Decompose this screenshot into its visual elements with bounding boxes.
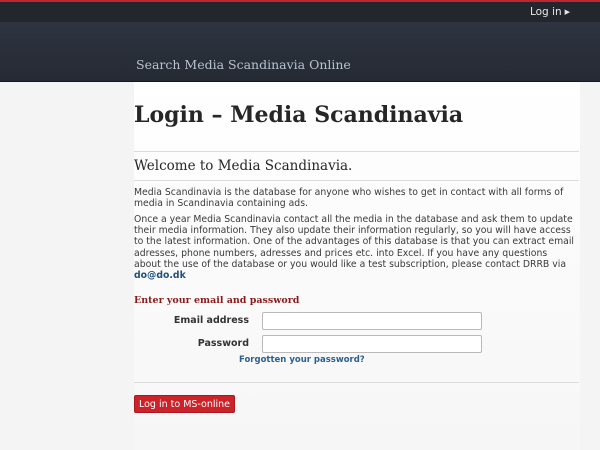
- divider: [134, 382, 579, 383]
- contact-email-link[interactable]: do@do.dk: [134, 270, 186, 282]
- page-title: Login – Media Scandinavia: [134, 102, 464, 128]
- password-input[interactable]: [262, 335, 482, 353]
- forgot-password-link[interactable]: Forgotten your password?: [239, 355, 365, 365]
- intro-paragraph: Media Scandinavia is the database for anyone who wishes to get in contact with all forms of media in Scandinavia containing ads.: [134, 187, 564, 210]
- divider: [134, 151, 579, 152]
- form-heading: Enter your email and password: [134, 295, 300, 306]
- site-header: [0, 22, 600, 82]
- login-submit-button[interactable]: Log in to MS-online: [134, 395, 235, 413]
- divider: [134, 180, 579, 181]
- email-label: Email address: [173, 315, 249, 326]
- login-link-label[interactable]: Log in: [529, 6, 562, 18]
- caret-right-icon: ▶: [564, 8, 570, 16]
- site-title[interactable]: Search Media Scandinavia Online: [136, 57, 351, 72]
- welcome-heading: Welcome to Media Scandinavia.: [134, 158, 353, 174]
- update-paragraph: [134, 214, 574, 281]
- password-label: Password: [197, 338, 249, 349]
- top-bar: [0, 0, 600, 22]
- email-input[interactable]: [262, 312, 482, 330]
- update-text: Once a year Media Scandinavia contact all the media in the database and ask them to update their media information. They also update their information regularly, so you will have access to the latest information. One of the advantages of this database is that you can extract email adresses, phone numbers, adresses and prices etc. into Excel. If you have any questions about the use of the database or you would like a test subscription, please contact DRRB via: [134, 214, 574, 270]
- login-link[interactable]: [530, 6, 570, 18]
